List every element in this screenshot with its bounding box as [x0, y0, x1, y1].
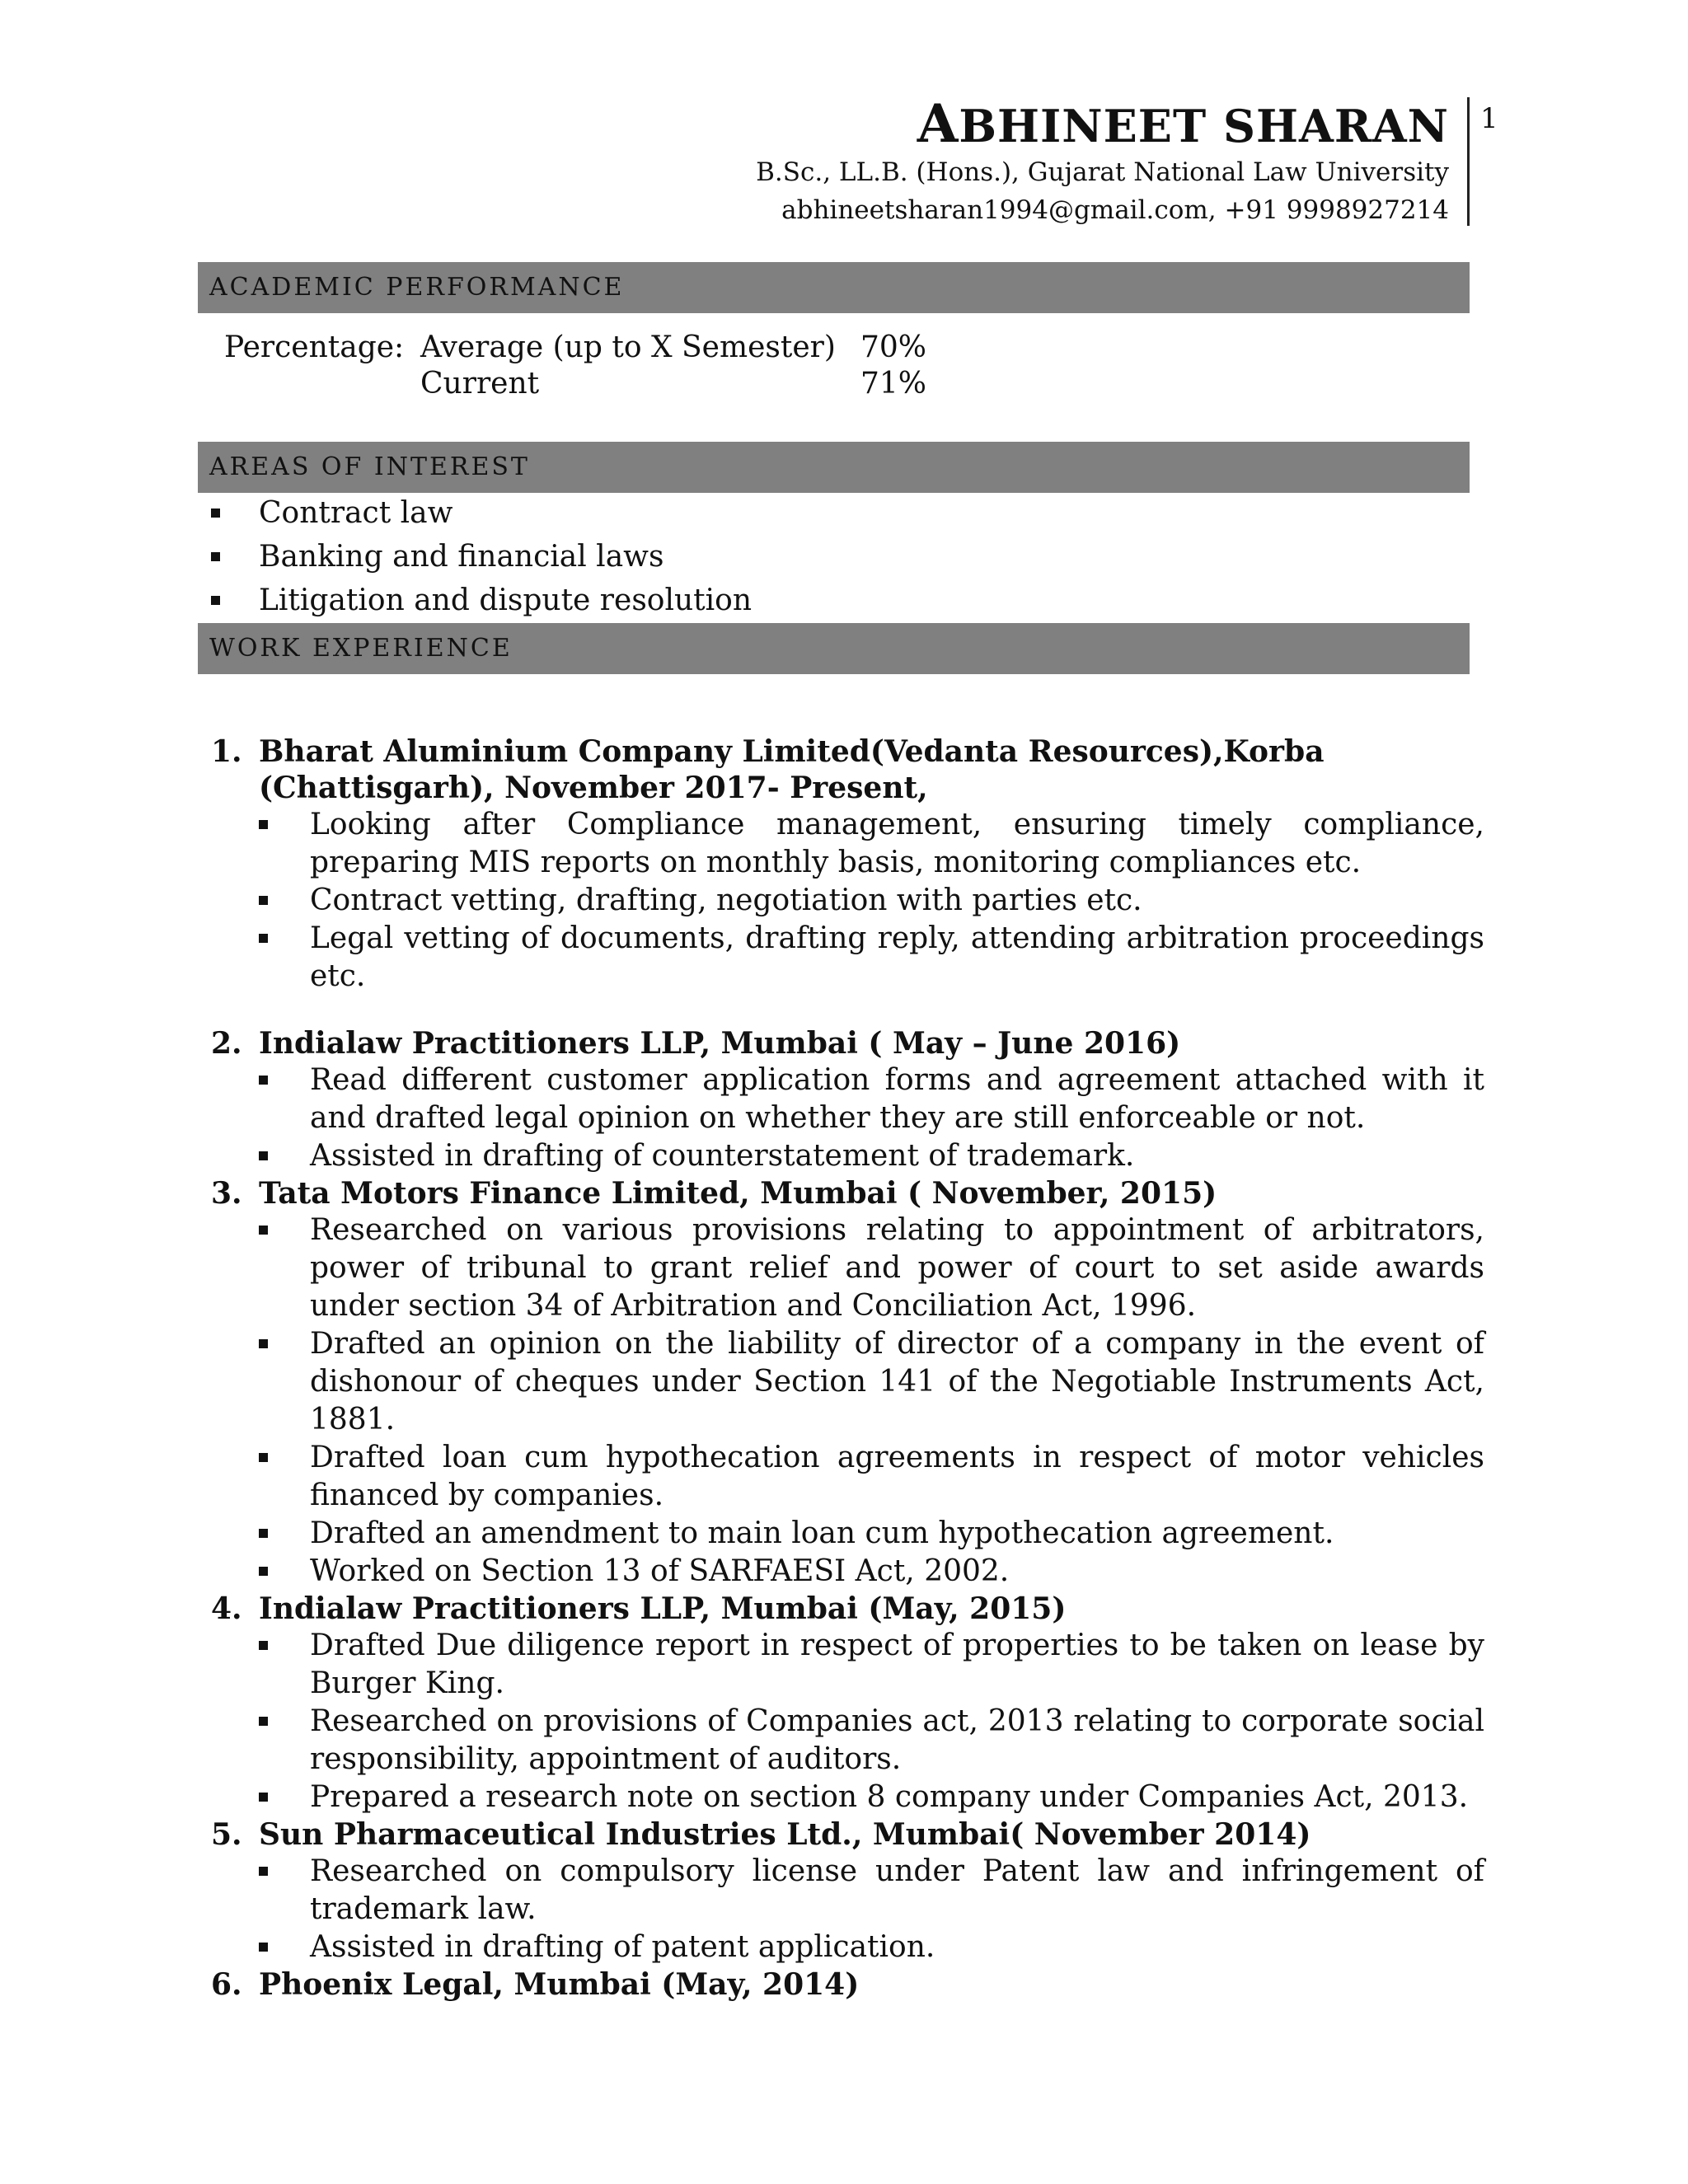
square-bullet-icon — [259, 1151, 268, 1160]
job-duties — [259, 806, 1484, 996]
name-rest: BHINEET SHARAN — [959, 100, 1449, 152]
square-bullet-icon — [259, 896, 268, 905]
academic-row-value: 70% — [860, 330, 927, 364]
job-entry — [211, 1966, 1484, 2003]
square-bullet-icon — [259, 1793, 268, 1802]
job-number: 5. — [211, 1817, 242, 1852]
duty-text: Legal vetting of documents, drafting reply, attending arbitration proceedings etc. — [310, 921, 1484, 993]
square-bullet-icon — [259, 934, 268, 943]
list-item — [259, 1515, 1484, 1553]
academic-row-name: Current — [420, 367, 540, 401]
duty-text: Assisted in drafting of patent application. — [310, 1930, 935, 1964]
job-title — [211, 1175, 1484, 1212]
job-title-text: Sun Pharmaceutical Industries Ltd., Mumbai( November 2014) — [259, 1817, 1311, 1852]
duty-text: Prepared a research note on section 8 company under Companies Act, 2013. — [310, 1780, 1469, 1814]
job-entry — [211, 1591, 1484, 1816]
list-item — [259, 1627, 1484, 1703]
job-entry — [211, 733, 1484, 996]
job-number: 2. — [211, 1026, 242, 1061]
degree-line: B.Sc., LL.B. (Hons.), Gujarat National Law University — [756, 157, 1449, 187]
square-bullet-icon — [211, 509, 220, 518]
square-bullet-icon — [259, 820, 268, 829]
duty-text: Drafted loan cum hypothecation agreements in respect of motor vehicles financed by companies. — [310, 1441, 1484, 1512]
list-item — [259, 1212, 1484, 1325]
square-bullet-icon — [259, 1943, 268, 1952]
square-bullet-icon — [259, 1339, 268, 1348]
job-number: 4. — [211, 1591, 242, 1626]
job-title — [211, 1591, 1484, 1627]
list-item — [259, 882, 1484, 920]
job-title — [211, 1966, 1484, 2003]
job-number: 1. — [211, 734, 242, 769]
square-bullet-icon — [259, 1641, 268, 1650]
duty-text: Read different customer application forms and agreement attached with it and drafted legal opinion on whether they are still enforceable or not. — [310, 1063, 1484, 1135]
duty-text: Researched on compulsory license under Patent law and infringement of trademark law. — [310, 1854, 1484, 1926]
duty-text: Contract vetting, drafting, negotiation with parties etc. — [310, 883, 1142, 917]
job-title-text: Indialaw Practitioners LLP, Mumbai ( May – June 2016) — [259, 1026, 1181, 1061]
duty-text: Assisted in drafting of counterstatement of trademark. — [310, 1139, 1135, 1173]
job-number: 3. — [211, 1176, 242, 1211]
duty-text: Looking after Compliance management, ensuring timely compliance, preparing MIS reports on monthly basis, monitoring compliances etc. — [310, 808, 1484, 879]
list-item — [259, 1325, 1484, 1439]
resume-header — [542, 93, 1449, 229]
interest-text: Banking and financial laws — [259, 540, 664, 574]
job-duties — [259, 1627, 1484, 1816]
job-title-text: Tata Motors Finance Limited, Mumbai ( November, 2015) — [259, 1176, 1217, 1211]
job-title — [211, 733, 1484, 806]
square-bullet-icon — [259, 1567, 268, 1576]
job-title — [211, 1025, 1484, 1062]
section-academic-performance: ACADEMIC PERFORMANCE — [198, 262, 1470, 313]
list-item — [259, 1853, 1484, 1929]
duty-text: Drafted an amendment to main loan cum hypothecation agreement. — [310, 1516, 1334, 1550]
work-experience-list — [211, 733, 1484, 2003]
list-item — [259, 1929, 1484, 1966]
list-item — [259, 1779, 1484, 1816]
candidate-name — [542, 93, 1449, 155]
job-duties — [259, 1062, 1484, 1175]
list-item — [259, 920, 1484, 996]
square-bullet-icon — [211, 596, 220, 605]
job-duties — [259, 1853, 1484, 1966]
header-divider — [1467, 97, 1470, 226]
square-bullet-icon — [259, 1453, 268, 1462]
job-title-text: Indialaw Practitioners LLP, Mumbai (May, 2015) — [259, 1591, 1067, 1626]
square-bullet-icon — [259, 1529, 268, 1538]
list-item — [259, 1137, 1484, 1175]
academic-row-value: 71% — [860, 367, 927, 401]
percentage-label: Percentage: — [224, 330, 405, 364]
job-entry — [211, 1816, 1484, 1966]
duty-text: Drafted Due diligence report in respect of properties to be taken on lease by Burger King. — [310, 1629, 1484, 1700]
list-item — [259, 1439, 1484, 1515]
list-item — [259, 1553, 1484, 1591]
duty-text: Worked on Section 13 of SARFAESI Act, 2002. — [310, 1554, 1010, 1588]
job-number: 6. — [211, 1967, 242, 2002]
name-initial: A — [917, 93, 959, 155]
section-areas-of-interest: AREAS OF INTEREST — [198, 442, 1470, 493]
duty-text: Researched on provisions of Companies act, 2013 relating to corporate social responsibility, appointment of auditors. — [310, 1704, 1484, 1776]
list-item — [259, 1062, 1484, 1137]
contact-line: abhineetsharan1994@gmail.com, +91 9998927214 — [781, 195, 1449, 225]
job-duties — [259, 1212, 1484, 1591]
list-item — [259, 806, 1484, 882]
interest-text: Litigation and dispute resolution — [259, 583, 753, 617]
academic-row-name: Average (up to X Semester) — [420, 330, 836, 364]
square-bullet-icon — [259, 1717, 268, 1726]
square-bullet-icon — [259, 1226, 268, 1235]
job-title-text: Bharat Aluminium Company Limited(Vedanta Resources),Korba (Chattisgarh), November 2017- Present, — [259, 734, 1325, 805]
job-title-text: Phoenix Legal, Mumbai (May, 2014) — [259, 1967, 860, 2002]
square-bullet-icon — [259, 1076, 268, 1085]
section-work-experience: WORK EXPERIENCE — [198, 623, 1470, 674]
square-bullet-icon — [211, 552, 220, 561]
duty-text: Researched on various provisions relating to appointment of arbitrators, power of tribunal to grant relief and power of court to set aside awards under section 34 of Arbitration and Conciliation Act, 1996. — [310, 1213, 1484, 1323]
page-number: 1 — [1480, 102, 1498, 135]
job-entry — [211, 1025, 1484, 1175]
interest-text: Contract law — [259, 496, 453, 530]
duty-text: Drafted an opinion on the liability of director of a company in the event of dishonour of cheques under Section 141 of the Negotiable Instruments Act, 1881. — [310, 1327, 1484, 1436]
job-entry — [211, 1175, 1484, 1591]
square-bullet-icon — [259, 1867, 268, 1876]
job-title — [211, 1816, 1484, 1853]
list-item — [259, 1703, 1484, 1779]
